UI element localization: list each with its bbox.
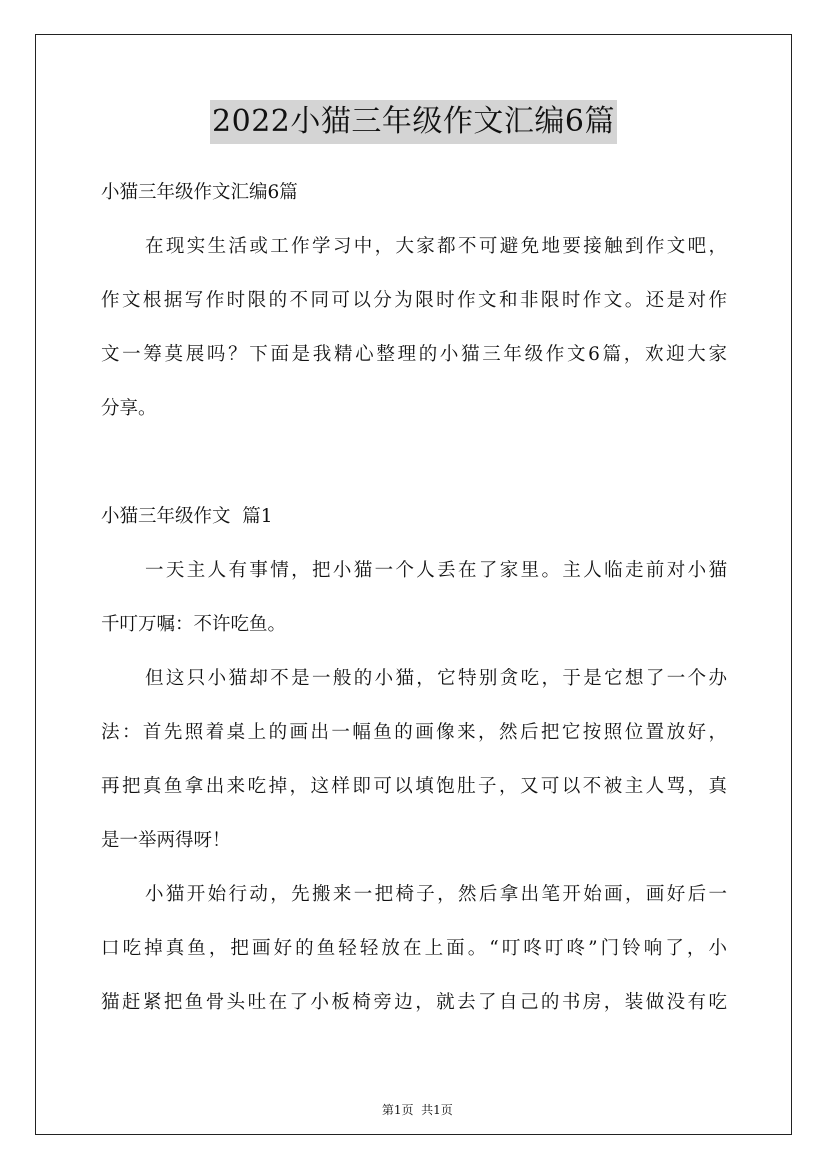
paragraph-line: 是一举两得呀！: [101, 830, 231, 851]
paragraph-line: 口吃掉真鱼，把画好的鱼轻轻放在上面。“叮咚叮咚”门铃响了，小: [101, 938, 727, 959]
title-container: [0, 100, 827, 144]
paragraph-line: 但这只小猫却不是一般的小猫，它特别贪吃，于是它想了一个办: [145, 668, 727, 689]
document-title: 2022小猫三年级作文汇编6篇: [210, 100, 617, 144]
intro-line: 作文根据写作时限的不同可以分为限时作文和非限时作文。还是对作: [101, 290, 727, 311]
intro-line: 分享。: [101, 398, 157, 419]
page-footer: [0, 1083, 827, 1119]
paragraph-line: 法：首先照着桌上的画出一幅鱼的画像来，然后把它按照位置放好，: [101, 722, 727, 743]
document-subtitle: 小猫三年级作文汇编6篇: [101, 182, 298, 203]
paragraph-line: 猫赶紧把鱼骨头吐在了小板椅旁边，就去了自己的书房，装做没有吃: [101, 992, 727, 1013]
paragraph-line: 再把真鱼拿出来吃掉，这样即可以填饱肚子，又可以不被主人骂，真: [101, 776, 727, 797]
paragraph-line: 千叮万嘱：不许吃鱼。: [101, 614, 287, 635]
paragraph-line: 小猫开始行动，先搬来一把椅子，然后拿出笔开始画，画好后一: [145, 884, 727, 905]
paragraph-line: 一天主人有事情，把小猫一个人丢在了家里。主人临走前对小猫: [145, 560, 727, 581]
section-heading: 小猫三年级作文 篇1: [101, 506, 273, 527]
page-number-label: 第1页 共1页: [381, 1103, 453, 1117]
document-body: [101, 170, 727, 1034]
intro-line: 文一筹莫展吗？下面是我精心整理的小猫三年级作文6篇，欢迎大家: [101, 344, 727, 365]
paragraph-spacer: [101, 440, 727, 494]
intro-line: 在现实生活或工作学习中，大家都不可避免地要接触到作文吧，: [145, 236, 727, 257]
